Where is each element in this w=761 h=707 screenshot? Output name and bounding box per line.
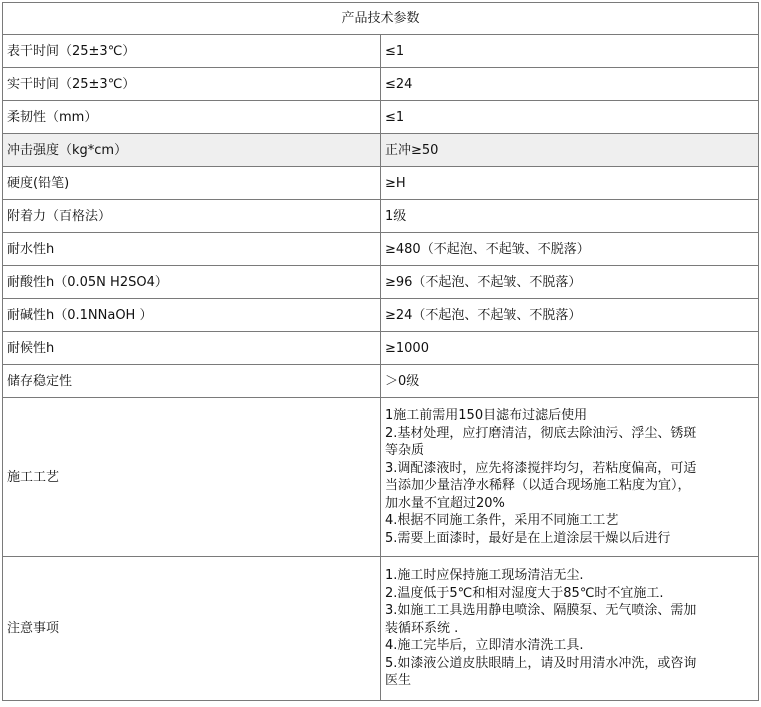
technical-parameters-table — [2, 2, 759, 701]
process-line: 5.需要上面漆时，最好是在上道涂层干燥以后进行 — [385, 530, 671, 546]
process-row — [3, 398, 759, 557]
notes-line: 4.施工完毕后，立即清水清洗工具. — [385, 638, 584, 654]
table-row — [3, 68, 759, 101]
table-title-row — [3, 3, 759, 35]
notes-text — [381, 557, 759, 701]
process-line: 4.根据不同施工条件，采用不同施工工艺 — [385, 513, 619, 528]
param-label: 表干时间（25±3℃） — [3, 35, 381, 68]
param-label: 储存稳定性 — [3, 365, 381, 398]
process-line: 2.基材处理，应打磨清洁，彻底去除油污、浮尘、锈斑 — [385, 425, 697, 441]
notes-line: 2.温度低于5℃和相对湿度大于85℃时不宜施工. — [385, 585, 664, 601]
table-row — [3, 233, 759, 266]
param-label: 耐水性h — [3, 233, 381, 266]
notes-line: 5.如漆液公道皮肤眼睛上，请及时用清水冲洗，或咨询 — [385, 655, 697, 671]
table-row — [3, 332, 759, 365]
param-value: 1级 — [381, 200, 759, 233]
table-row — [3, 200, 759, 233]
table-title: 产品技术参数 — [3, 3, 759, 35]
param-label: 耐碱性h（0.1NNaOH ） — [3, 299, 381, 332]
notes-line: 医生 — [385, 673, 412, 689]
process-line: 加水量不宜超过20% — [385, 495, 505, 511]
param-label: 实干时间（25±3℃） — [3, 68, 381, 101]
param-value: ≥H — [381, 167, 759, 200]
param-label: 耐酸性h（0.05N H2SO4） — [3, 266, 381, 299]
param-value: ≤24 — [381, 68, 759, 101]
notes-label: 注意事项 — [3, 557, 381, 701]
table-row — [3, 35, 759, 68]
param-value: ≤1 — [381, 35, 759, 68]
param-value: ≥480（不起泡、不起皱、不脱落） — [381, 233, 759, 266]
param-value: ＞0级 — [381, 365, 759, 398]
table-row — [3, 167, 759, 200]
param-label: 附着力（百格法） — [3, 200, 381, 233]
table-row — [3, 299, 759, 332]
param-value: ≤1 — [381, 101, 759, 134]
process-line: 当添加少量洁净水稀释（以适合现场施工粘度为宜）， — [385, 478, 691, 493]
notes-row — [3, 557, 759, 701]
param-value: ≥24（不起泡、不起皱、不脱落） — [381, 299, 759, 332]
process-line: 1施工前需用150目滤布过滤后使用 — [385, 408, 588, 423]
process-line: 3.调配漆液时，应先将漆搅拌均匀，若粘度偏高，可适 — [385, 460, 697, 476]
param-value: ≥1000 — [381, 332, 759, 365]
process-line: 等杂质 — [385, 443, 425, 458]
process-text — [381, 398, 759, 557]
notes-line: 装循环系统 . — [385, 620, 459, 636]
table-row — [3, 134, 759, 167]
param-value: ≥96（不起泡、不起皱、不脱落） — [381, 266, 759, 299]
param-label: 硬度(铅笔) — [3, 167, 381, 200]
param-label: 柔韧性（mm） — [3, 101, 381, 134]
notes-line: 3.如施工工具选用静电喷涂、隔膜泵、无气喷涂、需加 — [385, 603, 697, 619]
process-label: 施工工艺 — [3, 398, 381, 557]
param-label: 冲击强度（kg*cm） — [3, 134, 381, 167]
notes-line: 1.施工时应保持施工现场清洁无尘. — [385, 568, 584, 584]
param-value: 正冲≥50 — [381, 134, 759, 167]
table-row — [3, 266, 759, 299]
param-label: 耐候性h — [3, 332, 381, 365]
table-row — [3, 101, 759, 134]
table-row — [3, 365, 759, 398]
